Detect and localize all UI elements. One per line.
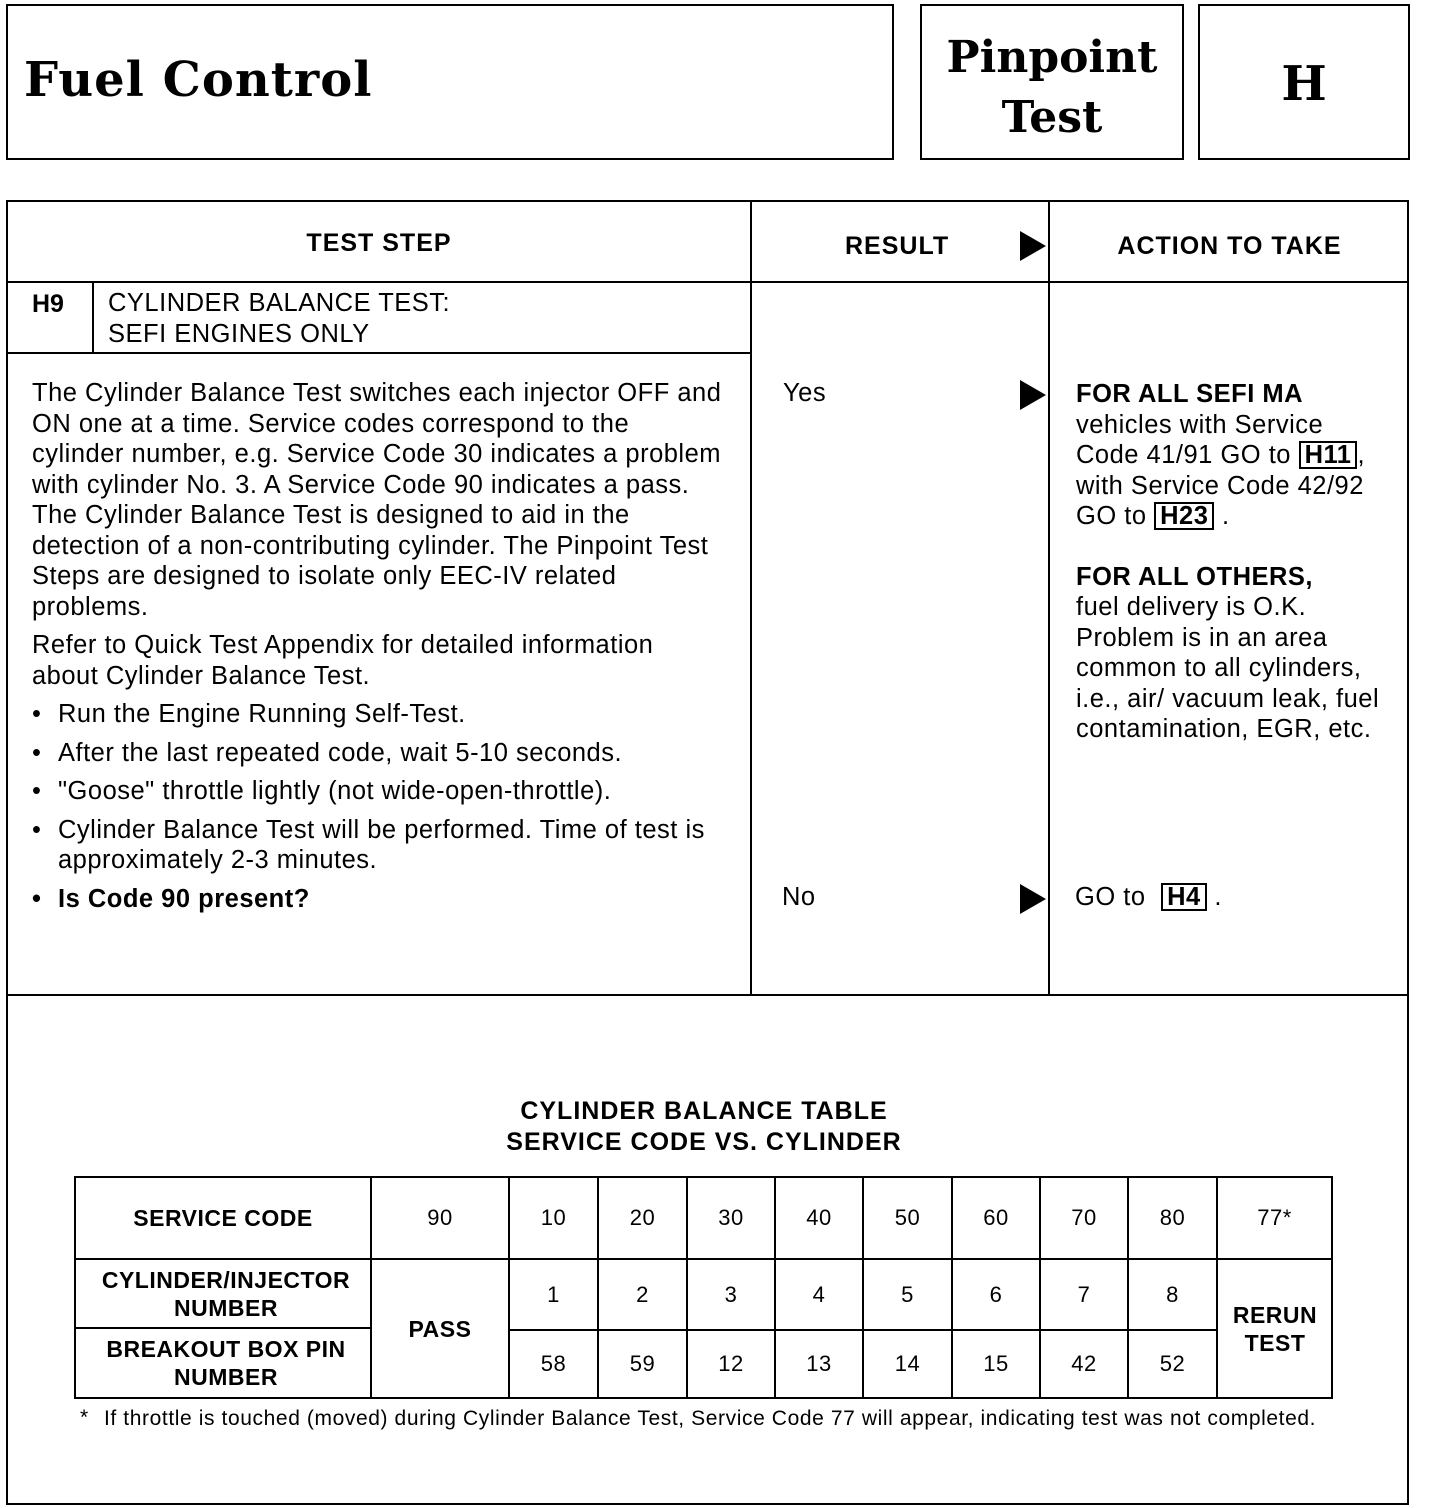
cylinder-number-cell: 7 [1077,1281,1091,1307]
service-code-cell: 70 [1071,1205,1097,1230]
balance-table-title [0,1096,1408,1158]
pinpoint-label [922,28,1182,148]
cylinder-number-cell: 8 [1166,1281,1179,1307]
ref-link-h4[interactable]: H4 [1161,883,1207,911]
balance-title-line1: CYLINDER BALANCE TABLE [520,1097,888,1125]
action-yes-text-1a: vehicles with Service Code 41/91 GO to [1076,410,1324,469]
result-yes-arrow-icon [1020,380,1046,410]
table-section-divider [6,994,1409,996]
step-paragraph-2: Refer to Quick Test Appendix for detailed information about Cylinder Balance Test. [32,631,654,690]
cylinder-number-cell: 6 [989,1281,1003,1307]
step-title [108,288,450,349]
footnote-mark: * [80,1406,89,1429]
action-yes-heading-2: FOR ALL OTHERS, [1076,562,1313,591]
result-no: No [782,883,816,911]
pin-number-cell: 14 [894,1351,921,1376]
section-letter-box [1198,4,1410,160]
service-code-cell: 40 [806,1205,832,1230]
cylinder-number-cell: 4 [812,1281,826,1307]
step-question: • Is Code 90 present? [32,884,722,915]
rerun-label: RERUN TEST [1232,1301,1318,1356]
step-title-line2: SEFI ENGINES ONLY [108,319,370,348]
pin-number-cell: 52 [1159,1351,1186,1376]
rerun-service-code: 77* [1257,1205,1292,1230]
step-body [32,378,722,914]
step-bullet: • "Goose" throttle lightly (not wide-open-throttle). [32,776,722,807]
ref-link-h23[interactable]: H23 [1154,502,1214,530]
step-paragraph-1: The Cylinder Balance Test switches each injector OFF and ON one at a time. Service codes correspond to the cylinder number, e.g. Service Code 30 indicates a problem with cylinder No. 3. A Service Code 90 indicates a pass. The Cylinder Balance Test is designed to aid in the detection of a non-contributing cylinder. The Pinpoint Test Steps are designed to isolate only EEC-IV related problems. [32,379,722,621]
section-letter: H [1281,56,1327,112]
result-arrow-icon [1020,231,1046,261]
step-bullet: • After the last repeated code, wait 5-10 seconds. [32,738,722,769]
page-title: Fuel Control [24,52,373,108]
action-no [1075,882,1222,913]
ref-link-h11[interactable]: H11 [1299,441,1358,469]
header-divider [6,281,1409,283]
service-code-cell: 80 [1159,1205,1186,1230]
pinpoint-line2: Test [1001,92,1103,143]
row-label-pin-number: BREAKOUT BOX PIN NUMBER [106,1336,346,1390]
action-no-end: . [1214,883,1222,911]
pin-number-cell: 58 [540,1351,567,1376]
action-yes [1076,379,1386,745]
service-code-cell: 10 [540,1205,567,1230]
action-yes-heading-1: FOR ALL SEFI MA [1076,380,1304,408]
col-header-result: RESULT [845,232,950,260]
service-code-cell: 20 [629,1205,656,1230]
step-bullet: • Run the Engine Running Self-Test. [32,699,722,730]
action-no-text: GO to [1075,883,1146,911]
action-yes-text-2: fuel delivery is O.K. Problem is in an area common to all cylinders, i.e., air/ vacuum leak, fuel contamination, EGR, etc. [1076,593,1380,743]
pin-number-cell: 12 [718,1351,744,1376]
step-id: H9 [32,290,64,318]
col-divider-2 [1048,200,1050,996]
action-yes-text-1b: , with Service Code 42/92 GO to [1076,441,1366,530]
col-header-test-step: TEST STEP [306,229,452,257]
pin-number-cell: 59 [629,1351,656,1376]
cylinder-number-cell: 2 [636,1281,649,1307]
service-code-cell: 50 [894,1205,921,1230]
row-label-service-code: SERVICE CODE [133,1205,313,1231]
step-bullets [32,699,722,914]
result-no-arrow-icon [1020,884,1046,914]
service-code-cell: 30 [718,1205,744,1230]
pin-number-cell: 15 [983,1351,1009,1376]
action-yes-text-1 [1076,410,1386,532]
cylinder-number-cell: 3 [724,1281,738,1307]
col-header-action: ACTION TO TAKE [1117,232,1342,260]
title-box [6,4,894,160]
pinpoint-test-box [920,4,1184,160]
action-yes-text-1c: . [1222,502,1230,530]
step-bullet: • Cylinder Balance Test will be performed. Time of test is approximately 2-3 minutes. [32,815,722,876]
cylinder-number-cell: 1 [547,1281,560,1307]
pin-number-cell: 13 [806,1351,832,1376]
pinpoint-line1: Pinpoint [946,32,1158,83]
footnote: If throttle is touched (moved) during Cylinder Balance Test, Service Code 77 will appear, indicating test was not completed. [104,1407,1317,1430]
step-id-divider [92,281,94,354]
balance-title-line2: SERVICE CODE VS. CYLINDER [506,1128,902,1156]
pass-label: PASS [408,1315,472,1342]
step-title-line1: CYLINDER BALANCE TEST: [108,289,451,317]
col-divider-1 [750,200,752,996]
pass-service-code: 90 [427,1205,453,1230]
result-yes: Yes [783,379,827,407]
step-title-divider [6,352,752,354]
service-code-cell: 60 [983,1205,1009,1230]
cylinder-number-cell: 5 [901,1281,914,1307]
pin-number-cell: 42 [1071,1351,1097,1376]
row-label-cylinder-number: CYLINDER/INJECTOR NUMBER [101,1266,351,1321]
